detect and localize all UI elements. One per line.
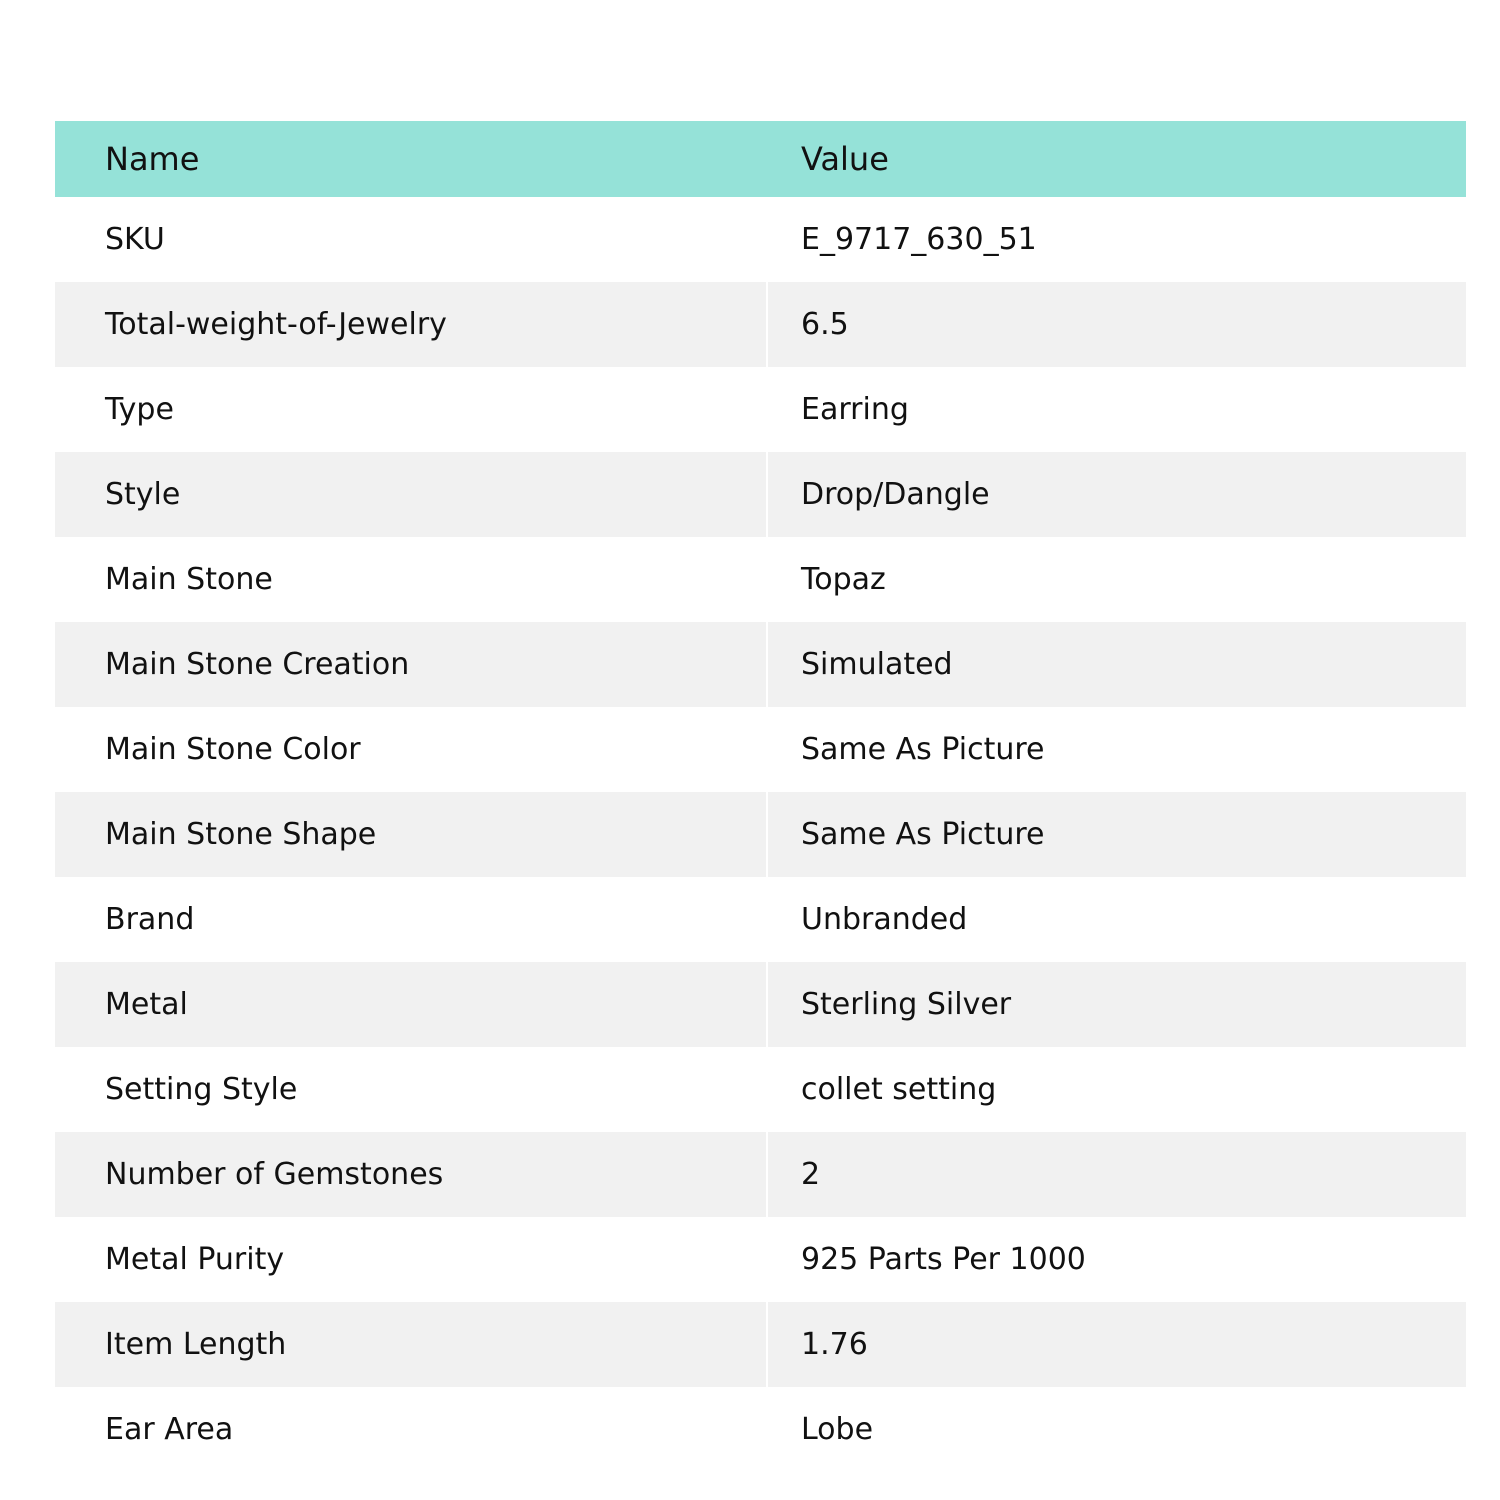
row-value-cell: 6.5 — [768, 282, 1466, 367]
table-body — [55, 197, 1466, 1472]
row-name-cell: Metal — [55, 962, 766, 1047]
table-row — [55, 282, 1466, 367]
row-name-cell: Main Stone Creation — [55, 622, 766, 707]
table-row — [55, 1302, 1466, 1387]
row-name-cell: Style — [55, 452, 766, 537]
table-row — [55, 622, 1466, 707]
table-row — [55, 1217, 1466, 1302]
row-name-cell: Total-weight-of-Jewelry — [55, 282, 766, 367]
table-row — [55, 877, 1466, 962]
row-value-cell: Drop/Dangle — [768, 452, 1466, 537]
row-value-cell: Same As Picture — [768, 707, 1466, 792]
table-row — [55, 452, 1466, 537]
row-name-cell: SKU — [55, 197, 766, 282]
row-name-cell: Metal Purity — [55, 1217, 766, 1302]
table-row — [55, 792, 1466, 877]
table-header-row — [55, 121, 1466, 197]
row-name-cell: Number of Gemstones — [55, 1132, 766, 1217]
specification-table — [55, 121, 1466, 1472]
table-row — [55, 197, 1466, 282]
row-name-cell: Setting Style — [55, 1047, 766, 1132]
table-row — [55, 367, 1466, 452]
row-value-cell: 1.76 — [768, 1302, 1466, 1387]
table-row — [55, 1387, 1466, 1472]
row-value-cell: Same As Picture — [768, 792, 1466, 877]
row-name-cell: Type — [55, 367, 766, 452]
row-name-cell: Main Stone — [55, 537, 766, 622]
row-value-cell: collet setting — [768, 1047, 1466, 1132]
column-header-value: Value — [768, 121, 1466, 197]
row-value-cell: Unbranded — [768, 877, 1466, 962]
row-name-cell: Item Length — [55, 1302, 766, 1387]
row-name-cell: Main Stone Color — [55, 707, 766, 792]
row-value-cell: 2 — [768, 1132, 1466, 1217]
row-value-cell: 925 Parts Per 1000 — [768, 1217, 1466, 1302]
table-row — [55, 1047, 1466, 1132]
table-row — [55, 537, 1466, 622]
column-header-name: Name — [55, 121, 766, 197]
row-value-cell: Lobe — [768, 1387, 1466, 1472]
row-value-cell: Simulated — [768, 622, 1466, 707]
table-row — [55, 1132, 1466, 1217]
row-value-cell: Sterling Silver — [768, 962, 1466, 1047]
table-row — [55, 707, 1466, 792]
row-value-cell: Topaz — [768, 537, 1466, 622]
row-name-cell: Ear Area — [55, 1387, 766, 1472]
row-name-cell: Brand — [55, 877, 766, 962]
row-name-cell: Main Stone Shape — [55, 792, 766, 877]
table-row — [55, 962, 1466, 1047]
row-value-cell: Earring — [768, 367, 1466, 452]
row-value-cell: E_9717_630_51 — [768, 197, 1466, 282]
